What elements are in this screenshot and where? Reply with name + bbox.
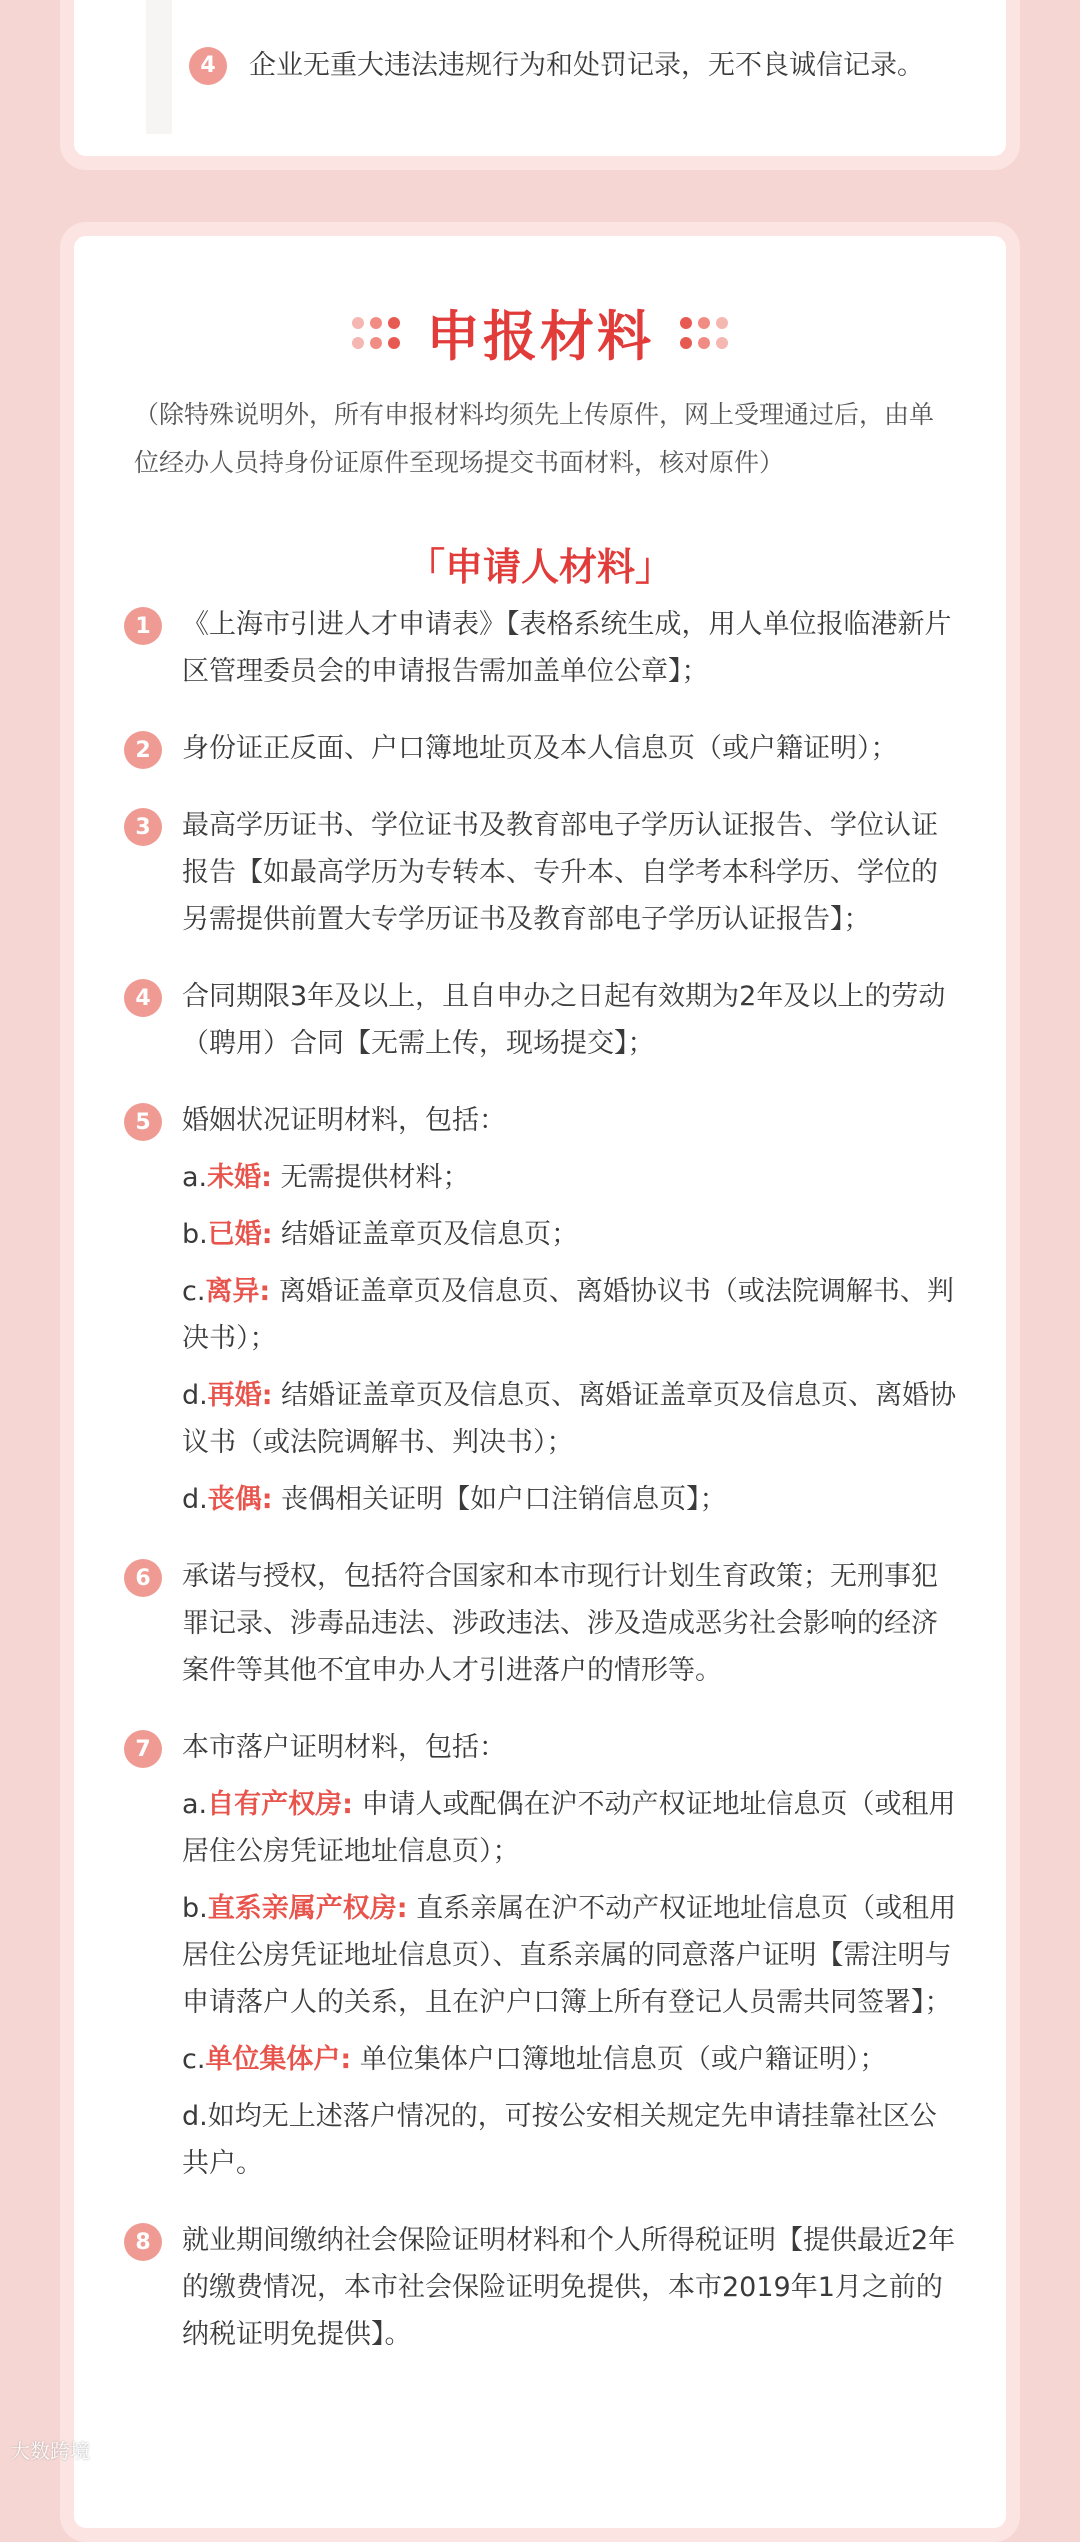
sub-item [182, 1476, 961, 1523]
watermark-logo: 大数跨境 [10, 2439, 90, 2463]
sub-item [182, 2093, 961, 2187]
sub-item-prefix: b. [182, 1893, 208, 1924]
list-item [124, 802, 961, 943]
sub-item-label: 自有产权房: [207, 1789, 353, 1820]
list-item [124, 601, 961, 695]
sub-item-label: 单位集体户: [205, 2044, 352, 2075]
sub-item-label: 再婚: [207, 1380, 273, 1411]
sub-item [182, 1211, 961, 1258]
list-item [189, 42, 966, 89]
item-text: 企业无重大违法违规行为和处罚记录，无不良诚信记录。 [249, 50, 924, 81]
sub-item-prefix: a. [182, 1162, 208, 1193]
decorative-dots-right [680, 317, 728, 349]
number-badge: 5 [124, 1103, 162, 1141]
section-subtitle: 「申请人材料」 [406, 545, 673, 589]
sub-item-label: 丧偶: [207, 1484, 273, 1515]
sub-item [182, 1268, 961, 1362]
list-item [124, 2217, 961, 2358]
decorative-stripe [146, 0, 172, 134]
item-text: 就业期间缴纳社会保险证明材料和个人所得税证明【提供最近2年的缴费情况，本市社会保险证明免提供，本市2019年1月之前的纳税证明免提供】。 [182, 2225, 956, 2350]
sub-item-text: 离婚证盖章页及信息页、离婚协议书（或法院调解书、判决书）； [182, 1276, 954, 1354]
sub-item-label: 未婚: [207, 1162, 272, 1193]
sub-item-text: 结婚证盖章页及信息页； [272, 1219, 579, 1250]
item-text: 最高学历证书、学位证书及教育部电子学历认证报告、学位认证报告【如最高学历为专转本、专升本、自学考本科学历、学位的另需提供前置大专学历证书及教育部电子学历认证报告】； [182, 810, 938, 935]
number-badge: 6 [124, 1559, 162, 1597]
item-body [182, 601, 961, 695]
sub-item [182, 1154, 961, 1201]
number-badge: 4 [189, 47, 227, 85]
number-badge: 2 [124, 731, 162, 769]
item-text: 婚姻状况证明材料，包括： [182, 1105, 506, 1136]
sub-item-label: 离异: [205, 1276, 271, 1307]
sub-item-label: 已婚: [207, 1219, 273, 1250]
item-text: 身份证正反面、户口簿地址页及本人信息页（或户籍证明）； [182, 733, 898, 764]
item-body [182, 973, 961, 1067]
list-item [124, 1553, 961, 1694]
sub-item [182, 1372, 961, 1466]
item-text: 合同期限3年及以上，且自申办之日起有效期为2年及以上的劳动（聘用）合同【无需上传，现场提交】； [182, 981, 946, 1059]
materials-list [124, 601, 961, 2388]
number-badge: 7 [124, 1730, 162, 1768]
item-body [182, 2217, 961, 2358]
list-item [124, 725, 961, 772]
previous-card [60, 0, 1020, 170]
sub-item-text: 丧偶相关证明【如户口注销信息页】； [272, 1484, 727, 1515]
sub-item-prefix: d. [182, 2101, 208, 2132]
section-title: 申报材料 [426, 305, 654, 368]
item-text: 《上海市引进人才申请表》【表格系统生成，用人单位报临港新片区管理委员会的申请报告需加盖单位公章】； [182, 609, 952, 687]
materials-card [60, 222, 1020, 2542]
sub-item-prefix: c. [182, 2044, 206, 2075]
section-header [74, 294, 1006, 371]
number-badge: 4 [124, 979, 162, 1017]
section-note: （除特殊说明外，所有申报材料均须先上传原件，网上受理通过后，由单位经办人员持身份证原件至现场提交书面材料，核对原件） [134, 400, 935, 477]
sub-item-prefix: a. [182, 1789, 208, 1820]
sub-item-prefix: c. [182, 1276, 206, 1307]
sub-item-prefix: b. [182, 1219, 208, 1250]
item-text: 本市落户证明材料，包括： [182, 1732, 506, 1763]
sub-item-text: 无需提供材料； [271, 1162, 470, 1193]
number-badge: 3 [124, 808, 162, 846]
sub-item-text: 结婚证盖章页及信息页、离婚证盖章页及信息页、离婚协议书（或法院调解书、判决书）； [182, 1380, 957, 1458]
list-item [124, 1724, 961, 2187]
sub-item [182, 1781, 961, 1875]
sub-item-label: 直系亲属产权房: [207, 1893, 408, 1924]
item-body [182, 1724, 961, 2187]
item-text: 承诺与授权，包括符合国家和本市现行计划生育政策；无刑事犯罪记录、涉毒品违法、涉政违法、涉及造成恶劣社会影响的经济案件等其他不宜申办人才引进落户的情形等。 [182, 1561, 938, 1686]
item-body [182, 1553, 961, 1694]
sub-item-prefix: d. [182, 1380, 208, 1411]
sub-item [182, 2036, 961, 2083]
sub-item-text: 直系亲属在沪不动产权证地址信息页（或租用居住公房凭证地址信息页）、直系亲属的同意落户证明【需注明与申请落户人的关系，且在沪户口簿上所有登记人员需共同签署】； [182, 1893, 957, 2018]
sub-item [182, 1885, 961, 2026]
sub-item-text: 单位集体户口簿地址信息页（或户籍证明）； [351, 2044, 887, 2075]
sub-item-text: 申请人或配偶在沪不动产权证地址信息页（或租用居住公房凭证地址信息页）； [182, 1789, 956, 1867]
sub-item-prefix: d. [182, 1484, 208, 1515]
list-item [124, 1097, 961, 1523]
number-badge: 8 [124, 2223, 162, 2261]
sub-item-text: 如均无上述落户情况的，可按公安相关规定先申请挂靠社区公共户。 [182, 2101, 937, 2179]
item-body [182, 1097, 961, 1523]
decorative-dots-left [352, 317, 400, 349]
list-item [124, 973, 961, 1067]
item-body [182, 802, 961, 943]
item-body [182, 725, 961, 772]
number-badge: 1 [124, 607, 162, 645]
